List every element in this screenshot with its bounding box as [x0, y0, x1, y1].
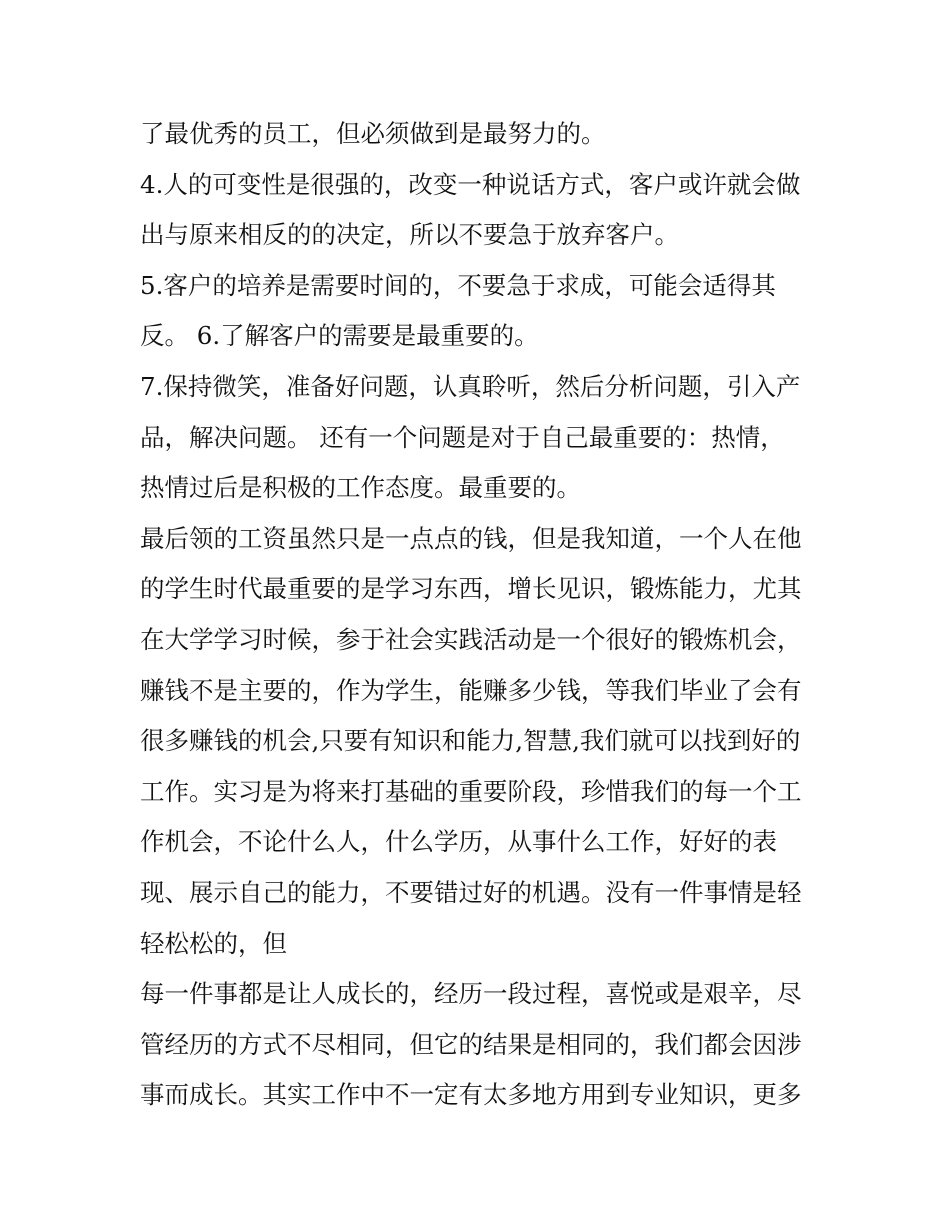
text-line: 事而成长。其实工作中不一定有太多地方用到专业知识，更多 — [140, 1080, 802, 1110]
text-line: 5.客户的培养是需要时间的，不要急于求成，可能会适得其 — [140, 270, 776, 300]
text-line: 反。 6.了解客户的需要是最重要的。 — [140, 321, 539, 351]
text-line: 现、展示自己的能力，不要错过好的机遇。没有一件事情是轻 — [140, 877, 802, 907]
text-line: 最后领的工资虽然只是一点点的钱，但是我知道，一个人在他 — [140, 523, 802, 553]
text-line: 管经历的方式不尽相同，但它的结果是相同的，我们都会因涉 — [140, 1029, 802, 1059]
text-line: 品，解决问题。 还有一个问题是对于自己最重要的：热情， — [140, 422, 785, 452]
text-line: 热情过后是积极的工作态度。最重要的。 — [140, 473, 581, 503]
text-line: 工作。实习是为将来打基础的重要阶段，珍惜我们的每一个工 — [140, 776, 802, 806]
text-line: 轻松松的，但 — [140, 928, 287, 958]
text-line: 4.人的可变性是很强的，改变一种说话方式，客户或许就会做 — [140, 169, 801, 199]
text-line: 很多赚钱的机会,只要有知识和能力,智慧,我们就可以找到好的 — [140, 726, 801, 756]
text-line: 每一件事都是让人成长的，经历一段过程，喜悦或是艰辛，尽 — [140, 979, 802, 1009]
text-line: 7.保持微笑，准备好问题，认真聆听，然后分析问题，引入产 — [140, 371, 801, 401]
text-line: 赚钱不是主要的，作为学生，能赚多少钱，等我们毕业了会有 — [140, 675, 802, 705]
body-text — [140, 109, 830, 1121]
text-line: 在大学学习时候，参于社会实践活动是一个很好的锻炼机会， — [140, 624, 802, 654]
text-line: 的学生时代最重要的是学习东西，增长见识，锻炼能力，尤其 — [140, 574, 802, 604]
text-line: 出与原来相反的的决定，所以不要急于放弃客户。 — [140, 220, 679, 250]
text-line: 了最优秀的员工，但必须做到是最努力的。 — [140, 119, 606, 148]
text-line: 作机会，不论什么人，什么学历，从事什么工作，好好的表 — [140, 827, 777, 857]
